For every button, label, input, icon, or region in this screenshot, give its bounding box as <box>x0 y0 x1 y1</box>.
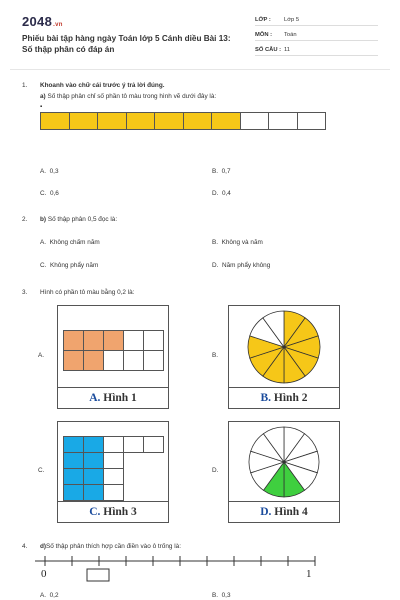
site-logo[interactable] <box>22 14 63 29</box>
grid-cell <box>103 452 124 469</box>
pie-figure <box>229 306 339 388</box>
meta-value: Toán <box>284 32 297 38</box>
figure-4[interactable] <box>228 421 340 523</box>
option-label: D. <box>212 262 219 269</box>
option-b[interactable] <box>212 239 263 246</box>
grid-cell <box>103 484 124 501</box>
bar-cell <box>41 113 70 129</box>
option-label: A. <box>40 592 47 599</box>
grid-cell <box>83 452 104 469</box>
grid-cell <box>143 436 164 453</box>
bar-cell <box>98 113 127 129</box>
figure-3[interactable] <box>57 421 169 523</box>
grid-figure <box>63 330 163 370</box>
option-value: 0,6 <box>49 190 59 197</box>
caption-name: Hình 2 <box>273 392 308 404</box>
question-body: Số thập phân 0,5 đọc là: <box>47 216 118 223</box>
meta-value: 11 <box>284 47 291 53</box>
caption-letter: D. <box>260 506 272 518</box>
figure-caption <box>229 501 339 522</box>
meta-class-row <box>255 17 378 26</box>
grid-cell <box>63 452 84 469</box>
meta-label: LỚP : <box>255 17 271 23</box>
subquestion-text: Số thập phân chỉ số phần tô màu trong hình vẽ dưới đây là: <box>47 93 217 100</box>
decimal-bar-figure <box>40 112 326 130</box>
subquestion-label: d) <box>40 543 47 550</box>
option-value: 0,7 <box>221 168 231 175</box>
meta-label: SỐ CÂU : <box>255 47 282 53</box>
option-value: 0,3 <box>221 592 231 599</box>
question-number: 4. <box>22 543 28 550</box>
grid-cell <box>63 436 84 453</box>
question-text <box>40 543 181 550</box>
option-label: A. <box>40 168 47 175</box>
question-text: Khoanh vào chữ cái trước ý trả lời đúng. <box>40 82 165 89</box>
option-value: 0,4 <box>221 190 231 197</box>
bar-cell <box>212 113 241 129</box>
option-d[interactable]: D. <box>212 467 219 474</box>
option-d[interactable] <box>212 190 231 197</box>
number-line-start: 0 <box>41 568 47 580</box>
option-b[interactable] <box>212 592 231 599</box>
bar-cell <box>70 113 99 129</box>
option-value: Năm phẩy không <box>221 262 271 269</box>
option-label: C. <box>40 190 47 197</box>
figure-1[interactable] <box>57 305 169 409</box>
option-c[interactable] <box>40 262 98 269</box>
bar-cell <box>269 113 298 129</box>
document-title: Phiếu bài tập hàng ngày Toán lớp 5 Cánh diều Bài 13: Số thập phân có đáp án <box>22 34 231 54</box>
caption-letter: B. <box>260 392 272 404</box>
option-label: B. <box>212 592 219 599</box>
option-a[interactable] <box>40 239 100 246</box>
option-value: Không phẩy năm <box>49 262 99 269</box>
question-number: 1. <box>22 82 28 89</box>
bar-cell <box>298 113 326 129</box>
figure-caption <box>58 501 168 522</box>
option-a[interactable] <box>40 592 59 599</box>
grid-cell <box>103 468 124 485</box>
figure-caption <box>58 387 168 408</box>
number-line-end: 1 <box>306 568 312 580</box>
question-number: 3. <box>22 289 28 296</box>
number-line <box>30 553 330 587</box>
logo-tld: .vn <box>53 22 63 28</box>
question-number: 2. <box>22 216 28 223</box>
option-value: 0,2 <box>49 592 59 599</box>
bar-cell <box>155 113 184 129</box>
meta-label: MÔN : <box>255 32 273 38</box>
bar-marker: ▪ <box>40 104 43 110</box>
grid-cell <box>63 330 84 351</box>
grid-cell <box>63 350 84 371</box>
subquestion-label: b) <box>40 216 47 223</box>
meta-subject-row <box>255 32 378 41</box>
option-b[interactable]: B. <box>212 352 219 359</box>
grid-cell <box>83 350 104 371</box>
figure-caption <box>229 387 339 408</box>
option-a[interactable]: A. <box>38 352 45 359</box>
meta-value: Lớp 5 <box>284 17 300 23</box>
logo-text: 2048 <box>22 14 53 29</box>
bar-cell <box>241 113 270 129</box>
caption-name: Hình 3 <box>103 506 137 518</box>
caption-letter: A. <box>89 392 101 404</box>
subquestion-label: a) <box>40 93 46 100</box>
bar-cell <box>184 113 213 129</box>
figure-2[interactable] <box>228 305 340 409</box>
grid-cell <box>143 330 164 351</box>
header-divider <box>10 69 390 70</box>
option-d[interactable] <box>212 262 270 269</box>
option-value: Không chấm năm <box>49 239 100 246</box>
option-label: B. <box>212 168 219 175</box>
grid-cell <box>83 484 104 501</box>
caption-letter: C. <box>89 506 101 518</box>
grid-cell <box>123 436 144 453</box>
option-label: A. <box>40 239 47 246</box>
grid-cell <box>123 350 144 371</box>
caption-name: Hình 4 <box>274 506 308 518</box>
subquestion <box>40 93 216 100</box>
grid-cell <box>103 436 124 453</box>
grid-cell <box>83 330 104 351</box>
option-c[interactable] <box>40 190 59 197</box>
grid-cell <box>103 350 124 371</box>
grid-figure <box>63 436 163 500</box>
option-b[interactable] <box>212 168 231 175</box>
option-c[interactable]: C. <box>38 467 45 474</box>
option-label: D. <box>212 190 219 197</box>
option-a[interactable] <box>40 168 59 175</box>
bar-cell <box>127 113 156 129</box>
answer-blank-box[interactable] <box>87 569 109 581</box>
grid-cell <box>63 468 84 485</box>
option-label: C. <box>40 262 47 269</box>
question-text: Hình có phần tô màu bằng 0,2 là: <box>40 289 135 296</box>
grid-cell <box>83 436 104 453</box>
option-value: Không và năm <box>221 239 263 246</box>
pie-figure <box>229 422 339 502</box>
grid-cell <box>123 330 144 351</box>
question-text <box>40 216 117 223</box>
grid-cell <box>143 350 164 371</box>
caption-name: Hình 1 <box>103 392 137 404</box>
grid-cell <box>103 330 124 351</box>
question-body: Số thập phân thích hợp cần điền vào ô trống là: <box>46 543 181 550</box>
grid-cell <box>83 468 104 485</box>
meta-count-row <box>255 47 378 56</box>
option-value: 0,3 <box>49 168 59 175</box>
option-label: B. <box>212 239 219 246</box>
grid-cell <box>63 484 84 501</box>
